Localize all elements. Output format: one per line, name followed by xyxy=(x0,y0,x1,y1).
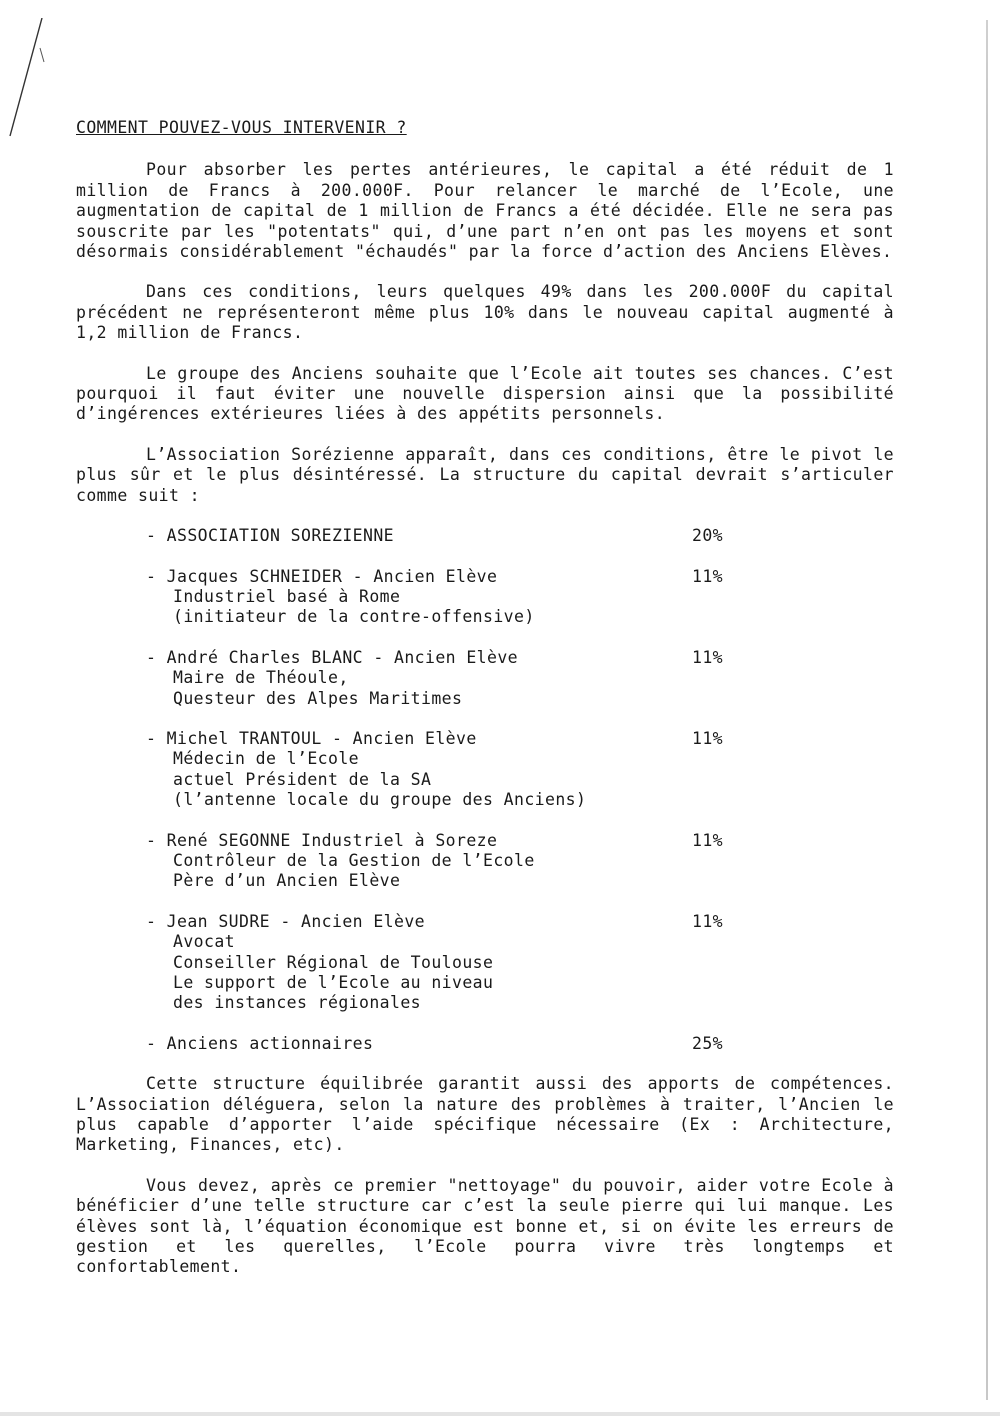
paragraph: Pour absorber les pertes antérieures, le capital a été réduit de 1 million de Francs à 200.000F. Pour relancer le marché de l’Ecole, une augmentation de capital de 1 million de Francs a été décidée. Elle ne sera pas souscrite par les "potentats" qui, d’une part n’en ont pas les moyens et sont désormais considérablement "échaudés" par la force d’action des Anciens Elèves. xyxy=(76,160,894,262)
shareholder-detail: Industriel basé à Rome xyxy=(173,586,401,606)
shareholder-share: 11% xyxy=(692,830,724,850)
shareholder-detail: Avocat xyxy=(173,932,236,952)
shareholder-entry xyxy=(146,831,736,892)
shareholder-entry xyxy=(146,567,736,628)
shareholder-name: - René SEGONNE Industriel à Soreze xyxy=(146,830,498,850)
shareholder-detail: Père d’un Ancien Elève xyxy=(173,871,401,891)
shareholder-share: 11% xyxy=(692,566,724,586)
shareholder-name: - Anciens actionnaires xyxy=(146,1033,374,1053)
shareholder-entry xyxy=(146,526,736,546)
shareholder-name: - ASSOCIATION SOREZIENNE xyxy=(146,526,395,546)
shareholder-name: - André Charles BLANC - Ancien Elève xyxy=(146,647,519,667)
shareholder-detail: actuel Président de la SA xyxy=(173,769,432,789)
shareholder-list xyxy=(146,526,736,1054)
paragraph: Le groupe des Anciens souhaite que l’Ecole ait toutes ses chances. C’est pourquoi il faut éviter une nouvelle dispersion ainsi que la possibilité d’ingérences extérieures liées à des appétits personnels. xyxy=(76,363,894,424)
shareholder-share: 11% xyxy=(692,911,724,931)
paragraph: Vous devez, après ce premier "nettoyage" du pouvoir, aider votre Ecole à bénéficier d’une telle structure car c’est la seule pierre qui lui manque. Les élèves sont là, l’équation économique est bonne et, si on évite les erreurs de gestion et les querelles, l’Ecole pourra vivre très longtemps et confortablement. xyxy=(76,1175,894,1277)
paragraph: Dans ces conditions, leurs quelques 49% dans les 200.000F du capital précédent ne représenteront même plus 10% dans le nouveau capital augmenté à 1,2 million de Francs. xyxy=(76,282,894,343)
shareholder-entry xyxy=(146,729,736,811)
shareholder-detail: Maire de Théoule, xyxy=(173,668,349,688)
document-body xyxy=(76,118,894,1298)
shareholder-detail: Contrôleur de la Gestion de l’Ecole xyxy=(173,850,535,870)
shareholder-share: 25% xyxy=(692,1033,724,1053)
shareholder-entry xyxy=(146,912,736,1014)
section-heading: COMMENT POUVEZ-VOUS INTERVENIR ? xyxy=(76,118,407,137)
scan-mark xyxy=(6,18,46,138)
paragraph: L’Association Sorézienne apparaît, dans ces conditions, être le pivot le plus sûr et le plus désintéressé. La structure du capital devrait s’articuler comme suit : xyxy=(76,444,894,505)
shareholder-detail: Questeur des Alpes Maritimes xyxy=(173,688,463,708)
scan-edge-right xyxy=(986,20,988,1400)
shareholder-entry xyxy=(146,1034,736,1054)
shareholder-detail: Médecin de l’Ecole xyxy=(173,749,360,769)
shareholder-detail: Le support de l’Ecole au niveau xyxy=(173,973,494,992)
shareholder-name: - Michel TRANTOUL - Ancien Elève xyxy=(146,728,477,748)
shareholder-detail: (initiateur de la contre-offensive) xyxy=(173,607,535,627)
paragraph: Cette structure équilibrée garantit aussi des apports de compétences. L’Association déléguera, selon la nature des problèmes à traiter, l’Ancien le plus capable d’apporter l’aide spécifique nécessaire (Ex : Architecture, Marketing, Finances, etc). xyxy=(76,1074,894,1155)
shareholder-name: - Jean SUDRE - Ancien Elève xyxy=(146,911,426,931)
shareholder-name: - Jacques SCHNEIDER - Ancien Elève xyxy=(146,566,498,586)
shareholder-detail: Conseiller Régional de Toulouse xyxy=(173,952,494,972)
shareholder-detail: (l’antenne locale du groupe des Anciens) xyxy=(173,790,587,810)
shareholder-share: 11% xyxy=(692,728,724,748)
shareholder-entry xyxy=(146,648,736,709)
shareholder-share: 20% xyxy=(692,526,724,546)
shareholder-share: 11% xyxy=(692,647,724,667)
shareholder-detail: des instances régionales xyxy=(173,993,422,1013)
scan-edge-bottom xyxy=(0,1412,1000,1416)
